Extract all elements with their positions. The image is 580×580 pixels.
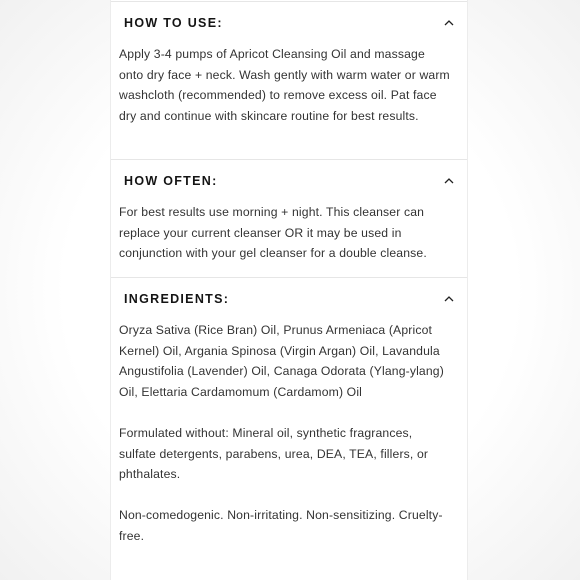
accordion-header-ingredients[interactable]: [111, 278, 467, 320]
section-title: HOW OFTEN:: [124, 174, 218, 188]
section-body: [119, 202, 451, 264]
skin-claims: Non-comedogenic. Non-irritating. Non-sensitizing. Cruelty-free.: [119, 508, 443, 543]
chevron-up-icon[interactable]: [443, 176, 455, 186]
accordion-how-to-use: [111, 1, 467, 159]
accordion-how-often: [111, 159, 467, 277]
formulated-without: Formulated without: Mineral oil, synthetic fragrances, sulfate detergents, parabens, urea, DEA, TEA, fillers, or phthalates.: [119, 425, 429, 482]
section-title: INGREDIENTS:: [124, 292, 230, 306]
chevron-up-icon[interactable]: [443, 294, 455, 304]
ingredients-list: Oryza Sativa (Rice Bran) Oil, Prunus Armeniaca (Apricot Kernel) Oil, Argania Spinosa (Virgin Argan) Oil, Lavandula Angustifolia (Lavender) Oil, Canaga Odorata (Ylang-ylang) Oil, Elettaria Cardamomum (Cardamom) Oil: [119, 323, 444, 399]
accordion-header-how-to-use[interactable]: [111, 2, 467, 44]
paragraph: For best results use morning + night. This cleanser can replace your current cleanser OR it may be used in conjunction with your gel cleanser for a double cleanse.: [119, 205, 427, 261]
accordion-ingredients: [111, 277, 467, 580]
paragraph: Apply 3-4 pumps of Apricot Cleansing Oil and massage onto dry face + neck. Wash gently with warm water or warm washcloth (recommended) to remove excess oil. Pat face dry and continue with skincare routine for best results.: [119, 47, 450, 123]
accordion-header-how-often[interactable]: [111, 160, 467, 202]
section-title: HOW TO USE:: [124, 16, 223, 30]
section-body: [119, 44, 451, 126]
product-details-panel: [110, 0, 468, 580]
chevron-up-icon[interactable]: [443, 18, 455, 28]
section-body: [119, 320, 451, 547]
